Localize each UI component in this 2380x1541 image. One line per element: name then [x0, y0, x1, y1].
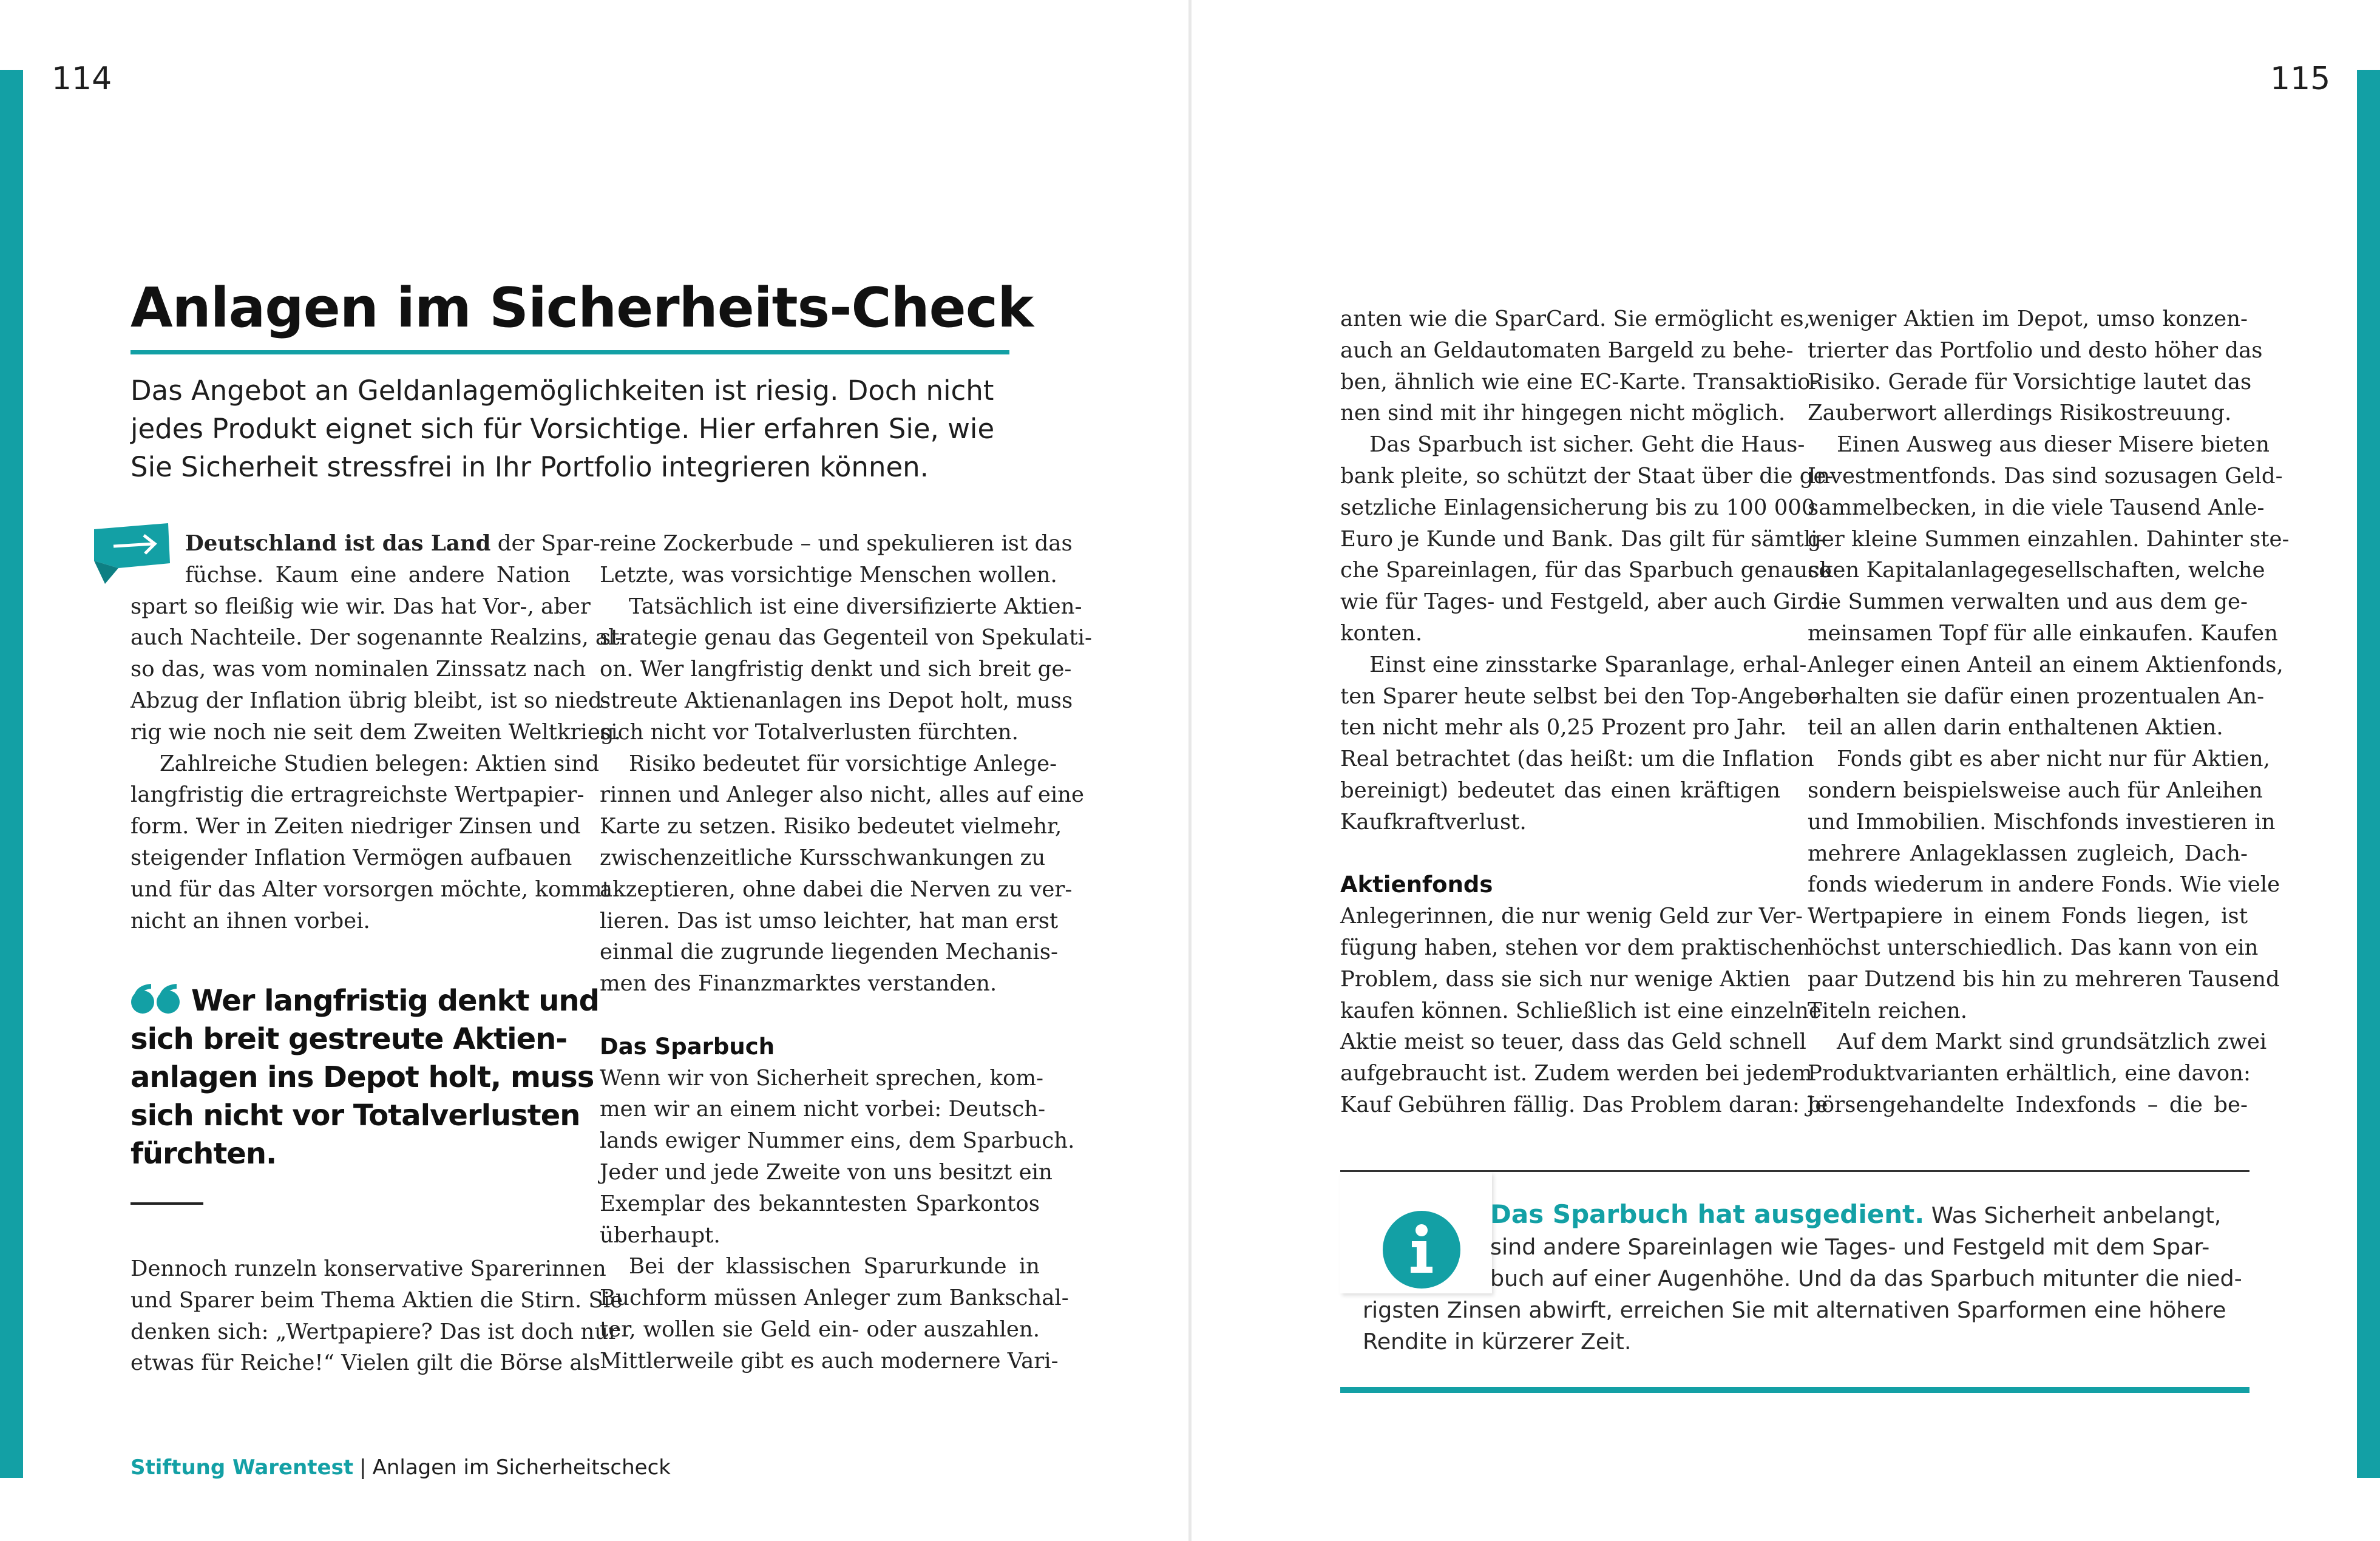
info-line: rigsten Zinsen abwirft, erreichen Sie mit alternativen Sparformen eine höhere: [1363, 1297, 2226, 1323]
text-line: reine Zockerbude – und spekulieren ist das: [600, 531, 1073, 556]
text-line: ter, wollen sie Geld ein- oder auszahlen.: [600, 1316, 1040, 1342]
text-line: strategie genau das Gegenteil von Spekulati-: [600, 625, 1092, 651]
text-line: und Immobilien. Mischfonds investieren in: [1808, 809, 2276, 835]
section-heading-sparbuch: Das Sparbuch: [600, 1033, 775, 1060]
column-1: [131, 528, 623, 936]
lead-line: Das Angebot an Geldanlagemöglichkeiten ist riesig. Doch nicht: [131, 374, 994, 407]
text-line: langfristig die ertragreichste Wertpapier-: [131, 782, 585, 808]
text-line: denken sich: „Wertpapiere? Das ist doch nur: [131, 1319, 619, 1344]
info-box-text: [1363, 1199, 2255, 1358]
column-2: [600, 528, 1092, 1377]
left-edge-bar: [0, 70, 23, 1478]
text-line: Deutschland ist das Land der Spar-: [185, 531, 600, 556]
text-line: Exemplar des bekanntesten Sparkontos: [600, 1191, 1040, 1216]
text-line: Kauf Gebühren fällig. Das Problem daran: Je: [1340, 1092, 1828, 1117]
text-line: Dennoch runzeln konservative Sparerinnen: [131, 1256, 606, 1281]
text-line: Mittlerweile gibt es auch modernere Vari-: [600, 1348, 1059, 1373]
text-line: ben, ähnlich wie eine EC-Karte. Transaktio-: [1340, 369, 1818, 395]
page-number-right: 115: [2270, 61, 2331, 97]
text-line: füchse. Kaum eine andere Nation: [185, 562, 571, 588]
text-line: form. Wer in Zeiten niedriger Zinsen und: [131, 814, 581, 839]
text-line: lieren. Das ist umso leichter, hat man erst: [600, 908, 1059, 933]
text-line: ger kleine Summen einzahlen. Dahinter ste-: [1808, 526, 2290, 552]
text-line: einmal die zugrunde liegenden Mechanis-: [600, 940, 1058, 965]
text-line: men wir an einem nicht vorbei: Deutsch-: [600, 1097, 1046, 1122]
text-line: nicht an ihnen vorbei.: [131, 908, 370, 933]
page-number-left: 114: [52, 61, 112, 97]
text-line: sich nicht vor Totalverlusten fürchten.: [600, 719, 1019, 745]
text-line: men des Finanzmarktes verstanden.: [600, 971, 997, 997]
info-box-bottom-rule: [1340, 1387, 2249, 1393]
page-title: Anlagen im Sicherheits-Check: [131, 276, 1033, 340]
text-line: Investmentfonds. Das sind sozusagen Geld-: [1808, 463, 2283, 489]
text-line: Kaufkraftverlust.: [1340, 809, 1527, 835]
text-line: steigender Inflation Vermögen aufbauen: [131, 845, 572, 870]
text-line: börsengehandelte Indexfonds – die be-: [1808, 1092, 2248, 1117]
text-line: sammelbecken, in die viele Tausend Anle-: [1808, 495, 2265, 520]
text-line: auch Nachteile. Der sogenannte Realzins, al-: [131, 625, 623, 651]
text-line: Produktvarianten erhältlich, eine davon:: [1808, 1061, 2251, 1086]
text-line: Buchform müssen Anleger zum Bankschal-: [600, 1285, 1069, 1311]
text-line: on. Wer langfristig denkt und sich breit ge-: [600, 657, 1072, 682]
quote-line: fürchten.: [131, 1137, 277, 1171]
pull-quote: [131, 982, 599, 1173]
text-line: Risiko. Gerade für Vorsichtige lautet das: [1808, 369, 2252, 395]
title-underline: [131, 350, 1009, 354]
text-line: überhaupt.: [600, 1222, 720, 1248]
text-line: Karte zu setzen. Risiko bedeutet vielmehr,: [600, 814, 1062, 839]
info-line: sind andere Spareinlagen wie Tages- und Festgeld mit dem Spar-: [1490, 1234, 2210, 1260]
text-line: Wertpapiere in einem Fonds liegen, ist: [1808, 904, 2248, 929]
info-line: Rendite in kürzerer Zeit.: [1363, 1329, 1632, 1355]
text-line: zwischenzeitliche Kursschwankungen zu: [600, 845, 1046, 870]
quote-line: sich breit gestreute Aktien-: [131, 1022, 568, 1056]
text-line: cken Kapitalanlagegesellschaften, welche: [1808, 558, 2265, 583]
info-heading: Das Sparbuch hat ausgedient.: [1490, 1199, 1925, 1229]
text-line: Letzte, was vorsichtige Menschen wollen.: [600, 562, 1057, 588]
right-edge-bar: [2357, 70, 2380, 1478]
text-line: höchst unterschiedlich. Das kann von ein: [1808, 935, 2259, 960]
lead-paragraph: [131, 371, 1023, 486]
footer-separator: |: [359, 1455, 367, 1480]
text-line: meinsamen Topf für alle einkaufen. Kaufen: [1808, 620, 2278, 646]
running-footer: [131, 1455, 671, 1480]
text-line: mehrere Anlageklassen zugleich, Dach-: [1808, 841, 2248, 866]
text-line: setzliche Einlagensicherung bis zu 100 000: [1340, 495, 1816, 520]
text-line: Abzug der Inflation übrig bleibt, ist so nied-: [131, 688, 609, 713]
text-line: Anleger einen Anteil an einem Aktienfonds,: [1808, 652, 2283, 677]
text-line: anten wie die SparCard. Sie ermöglicht es,: [1340, 307, 1811, 331]
text-line: Real betrachtet (das heißt: um die Inflation: [1340, 747, 1814, 772]
text-line: weniger Aktien im Depot, umso konzen-: [1808, 307, 2248, 331]
lead-line: jedes Produkt eignet sich für Vorsichtige. Hier erfahren Sie, wie: [131, 413, 995, 445]
section-heading-aktienfonds: Aktienfonds: [1340, 872, 1493, 898]
footer-brand: Stiftung Warentest: [131, 1455, 354, 1480]
text-line: sondern beispielsweise auch für Anleihen: [1808, 777, 2263, 803]
info-line: buch auf einer Augenhöhe. Und da das Sparbuch mitunter die nied-: [1490, 1265, 2242, 1292]
book-spine: [1188, 0, 1192, 1541]
text-line: Euro je Kunde und Bank. Das gilt für sämtli-: [1340, 526, 1825, 552]
quote-line: Wer langfristig denkt und: [131, 982, 580, 1020]
text-line: streute Aktienanlagen ins Depot holt, muss: [600, 688, 1073, 713]
text-line: teil an allen darin enthaltenen Aktien.: [1808, 715, 2223, 740]
text-line: rinnen und Anleger also nicht, alles auf eine: [600, 782, 1085, 808]
text-line: etwas für Reiche!“ Vielen gilt die Börse als: [131, 1350, 601, 1376]
text-line: so das, was vom nominalen Zinssatz nach: [131, 657, 586, 682]
text-line: rig wie noch nie seit dem Zweiten Weltkrieg.: [131, 719, 621, 745]
text-line: Auf dem Markt sind grundsätzlich zwei: [1837, 1029, 2267, 1055]
text-line: Zahlreiche Studien belegen: Aktien sind: [160, 751, 600, 776]
quote-line: anlagen ins Depot holt, muss: [131, 1060, 594, 1094]
text-line: bereinigt) bedeutet das einen kräftigen: [1340, 777, 1780, 803]
text-line: und für das Alter vorsorgen möchte, kommt: [131, 876, 611, 902]
info-icon: [1383, 1211, 1460, 1289]
quote-mark-icon: [131, 983, 183, 1014]
text-line: aufgebraucht ist. Zudem werden bei jedem: [1340, 1061, 1812, 1086]
text-line: Wenn wir von Sicherheit sprechen, kom-: [600, 1065, 1044, 1091]
text-line: Aktie meist so teuer, dass das Geld schnell: [1340, 1029, 1806, 1055]
text-line: paar Dutzend bis hin zu mehreren Tausend: [1808, 966, 2280, 992]
text-line: Problem, dass sie sich nur wenige Aktien: [1340, 966, 1791, 992]
text-line: Tatsächlich ist eine diversifizierte Aktien-: [629, 594, 1082, 619]
column-3: [1340, 303, 1834, 1121]
text-line: che Spareinlagen, für das Sparbuch genauso: [1340, 558, 1832, 583]
text-line: Anlegerinnen, die nur wenig Geld zur Ver-: [1340, 904, 1803, 929]
text-line: Zauberwort allerdings Risikostreuung.: [1808, 401, 2232, 426]
text-line: Jeder und jede Zweite von uns besitzt ein: [600, 1159, 1053, 1185]
text-line: kaufen können. Schließlich ist eine einzelne: [1340, 998, 1822, 1023]
lead-line: Sie Sicherheit stressfrei in Ihr Portfolio integrieren können.: [131, 451, 929, 483]
text-line: spart so fleißig wie wir. Das hat Vor-, aber: [131, 594, 591, 619]
text-line: fonds wiederum in andere Fonds. Wie viele: [1808, 872, 2280, 898]
text-line: fügung haben, stehen vor dem praktischen: [1340, 935, 1811, 960]
text-line: Das Sparbuch ist sicher. Geht die Haus-: [1369, 432, 1805, 458]
info-line: Das Sparbuch hat ausgedient. Was Sicherheit anbelangt,: [1490, 1199, 2222, 1229]
text-line: Fonds gibt es aber nicht nur für Aktien,: [1837, 747, 2270, 772]
text-line: ten nicht mehr als 0,25 Prozent pro Jahr.: [1340, 715, 1787, 740]
text-line: trierter das Portfolio und desto höher das: [1808, 337, 2263, 363]
text-line: Einst eine zinsstarke Sparanlage, erhal-: [1369, 652, 1807, 677]
quote-line: sich nicht vor Totalverlusten: [131, 1099, 580, 1133]
text-line: die Summen verwalten und aus dem ge-: [1808, 589, 2248, 615]
text-line: wie für Tages- und Festgeld, aber auch Giro-: [1340, 589, 1828, 615]
text-line: Titeln reichen.: [1808, 998, 1968, 1023]
text-line: Einen Ausweg aus dieser Misere bieten: [1837, 432, 2270, 458]
text-line: Bei der klassischen Sparurkunde in: [629, 1254, 1040, 1279]
column-4: [1808, 303, 2290, 1121]
text-line: Risiko bedeutet für vorsichtige Anlege-: [629, 751, 1057, 776]
column-1-continued: [131, 1253, 623, 1379]
text-line: erhalten sie dafür einen prozentualen An-: [1808, 683, 2265, 709]
lead-in-bold: Deutschland ist das Land: [185, 531, 491, 556]
text-line: akzeptieren, ohne dabei die Nerven zu ver-: [600, 876, 1073, 902]
text-line: und Sparer beim Thema Aktien die Stirn. Sie: [131, 1287, 623, 1313]
text-line: auch an Geldautomaten Bargeld zu behe-: [1340, 337, 1794, 363]
text-line: bank pleite, so schützt der Staat über die ge-: [1340, 463, 1834, 489]
quote-divider: [131, 1202, 203, 1205]
text-line: nen sind mit ihr hingegen nicht möglich.: [1340, 401, 1786, 426]
text-line: konten.: [1340, 620, 1423, 646]
text-line: ten Sparer heute selbst bei den Top-Angebo-: [1340, 683, 1828, 709]
footer-title: Anlagen im Sicherheitscheck: [372, 1455, 671, 1480]
text-line: lands ewiger Nummer eins, dem Sparbuch.: [600, 1128, 1075, 1154]
